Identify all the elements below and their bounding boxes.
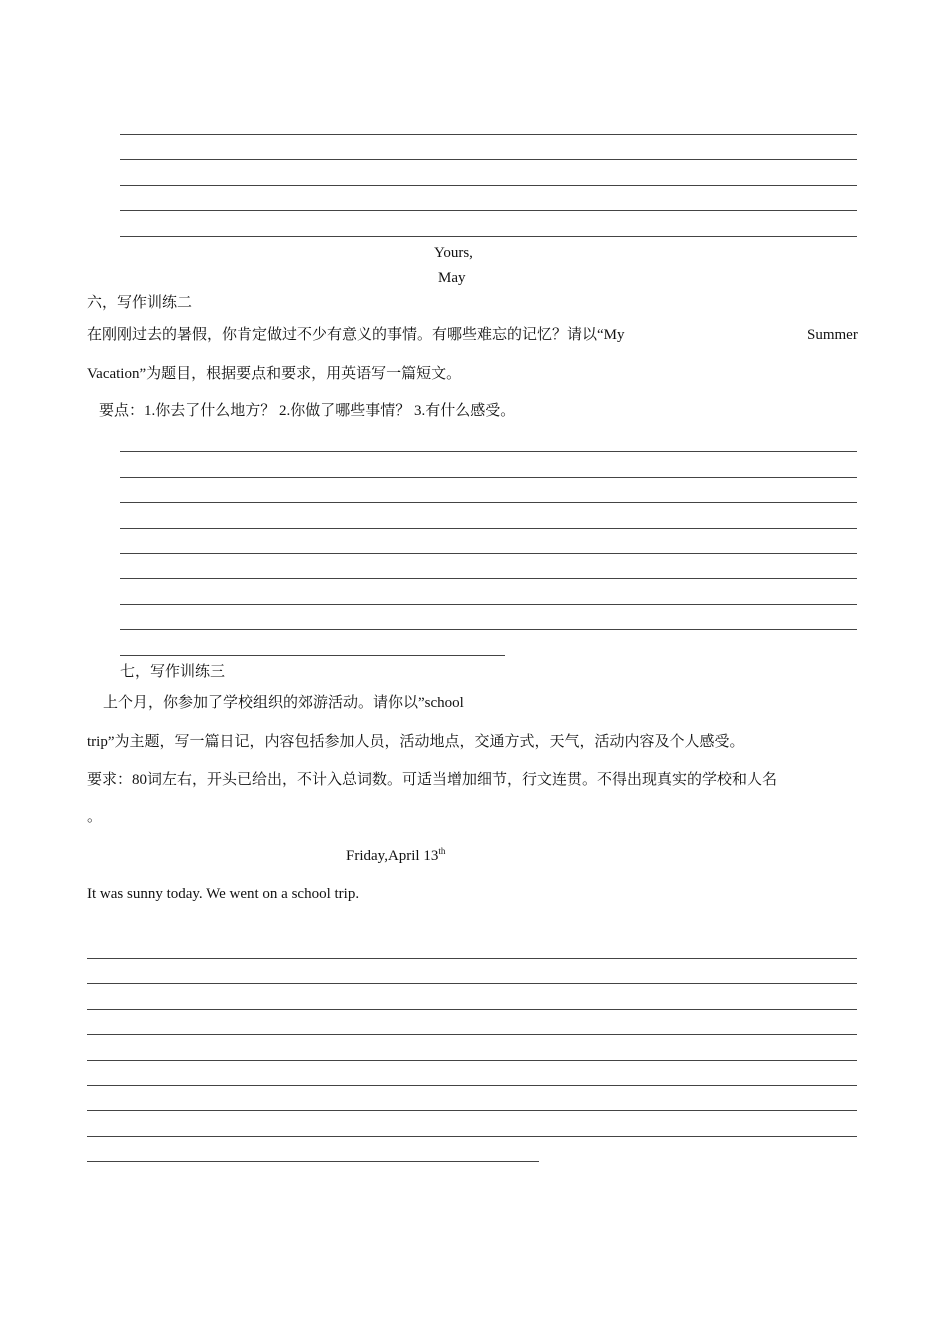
section-7-requirement: 要求：80词左右，开头已给出，不计入总词数。可适当增加细节，行文连贯。不得出现真实的学校和人名 [87,772,778,788]
answer-line[interactable] [87,1161,539,1162]
answer-line[interactable] [120,451,857,452]
answer-line[interactable] [120,553,857,554]
answer-line[interactable] [120,134,857,135]
diary-date [346,846,446,864]
section-7-requirement-end: 。 [87,809,103,825]
section-7-prompt-line2: trip”为主题，写一篇日记，内容包括参加人员，活动地点，交通方式，天气，活动内容及个人感受。 [87,734,745,750]
answer-line[interactable] [120,210,857,211]
answer-line[interactable] [120,159,857,160]
section-6-prompt-line1: 在刚刚过去的暑假，你肯定做过不少有意义的事情。有哪些难忘的记忆？请以“My [87,327,625,343]
letter-signature: May [438,270,466,286]
answer-line[interactable] [87,1034,857,1035]
letter-sign-off: Yours, [434,245,473,261]
answer-line[interactable] [120,185,857,186]
answer-line[interactable] [87,1110,857,1111]
diary-date-suffix: th [438,846,446,856]
answer-line[interactable] [120,655,505,656]
diary-opening: It was sunny today. We went on a school trip. [87,886,360,902]
answer-line[interactable] [120,604,857,605]
answer-line[interactable] [120,236,857,237]
answer-line[interactable] [120,629,857,630]
answer-line[interactable] [120,502,857,503]
section-6-prompt-line1-end: Summer [807,327,858,343]
section-6-points: 要点：1.你去了什么地方？ 2.你做了哪些事情？ 3.有什么感受。 [99,403,516,419]
diary-date-text: Friday,April 13 [346,848,439,864]
answer-line[interactable] [120,528,857,529]
answer-line[interactable] [120,477,857,478]
section-6-prompt-line2: Vacation”为题目，根据要点和要求，用英语写一篇短文。 [87,366,462,382]
section-7-prompt-line1: 上个月，你参加了学校组织的郊游活动。请你以”school [103,695,464,711]
answer-line[interactable] [87,1009,857,1010]
section-6-heading: 六，写作训练二 [87,295,193,311]
answer-line[interactable] [87,958,857,959]
answer-line[interactable] [87,1060,857,1061]
answer-line[interactable] [87,983,857,984]
answer-line[interactable] [120,578,857,579]
answer-line[interactable] [87,1136,857,1137]
answer-line[interactable] [87,1085,857,1086]
section-7-heading: 七，写作训练三 [120,664,226,680]
